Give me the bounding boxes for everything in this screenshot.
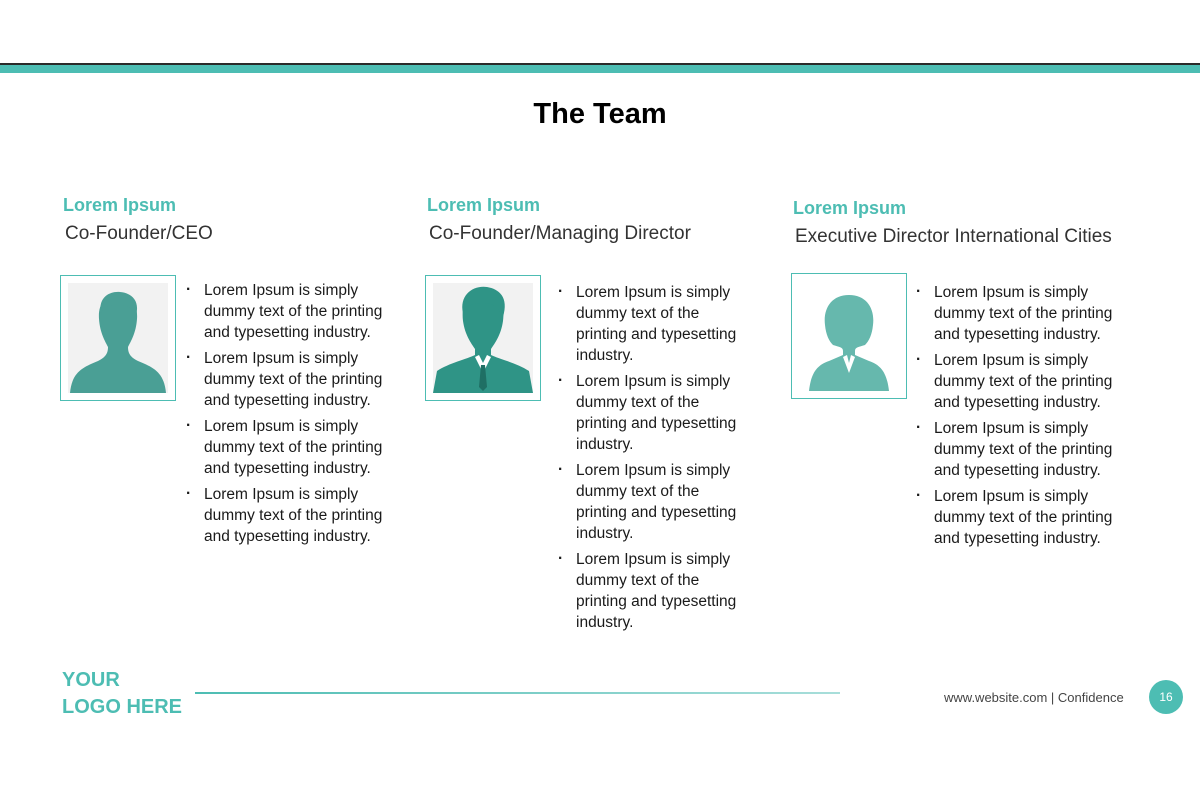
top-accent-band (0, 63, 1200, 73)
member-bullets (558, 282, 743, 638)
footer-divider (195, 692, 840, 694)
member-role: Co-Founder/CEO (65, 223, 213, 244)
slide-title: The Team (533, 98, 667, 130)
bullet-item: · Lorem Ipsum is simply dummy text of the printing and typesetting industry. (186, 348, 401, 411)
male-suit-silhouette-icon (433, 283, 533, 393)
female-silhouette-icon (799, 281, 899, 391)
bullet-item: · Lorem Ipsum is simply dummy text of the printing and typesetting industry. (558, 549, 743, 633)
member-name: Lorem Ipsum (427, 195, 541, 215)
bullet-item: · Lorem Ipsum is simply dummy text of the printing and typesetting industry. (558, 371, 743, 455)
male-silhouette-icon (68, 283, 168, 393)
member-bullets (916, 282, 1131, 554)
member-role: Executive Director International Cities (795, 226, 1112, 247)
page-number-badge: 16 (1149, 680, 1183, 714)
member-photo-frame (60, 275, 176, 401)
bullet-item: · Lorem Ipsum is simply dummy text of the printing and typesetting industry. (916, 418, 1131, 481)
member-name: Lorem Ipsum (63, 195, 177, 215)
logo-placeholder (62, 667, 182, 721)
bullet-item: · Lorem Ipsum is simply dummy text of the printing and typesetting industry. (558, 282, 743, 366)
member-name: Lorem Ipsum (793, 198, 907, 218)
logo-line-1: YOUR (62, 669, 120, 691)
bullet-item: · Lorem Ipsum is simply dummy text of the printing and typesetting industry. (916, 350, 1131, 413)
bullet-item: · Lorem Ipsum is simply dummy text of the printing and typesetting industry. (186, 484, 401, 547)
member-photo-frame (791, 273, 907, 399)
bullet-item: · Lorem Ipsum is simply dummy text of the printing and typesetting industry. (916, 486, 1131, 549)
bullet-item: · Lorem Ipsum is simply dummy text of the printing and typesetting industry. (186, 416, 401, 479)
member-bullets (186, 280, 401, 552)
logo-line-2: LOGO HERE (62, 696, 183, 718)
footer-website-text: www.website.com | Confidence (944, 690, 1124, 705)
bullet-item: · Lorem Ipsum is simply dummy text of the printing and typesetting industry. (186, 280, 401, 343)
bullet-item: · Lorem Ipsum is simply dummy text of the printing and typesetting industry. (558, 460, 743, 544)
bullet-item: · Lorem Ipsum is simply dummy text of the printing and typesetting industry. (916, 282, 1131, 345)
member-photo-frame (425, 275, 541, 401)
member-role: Co-Founder/Managing Director (429, 223, 691, 244)
